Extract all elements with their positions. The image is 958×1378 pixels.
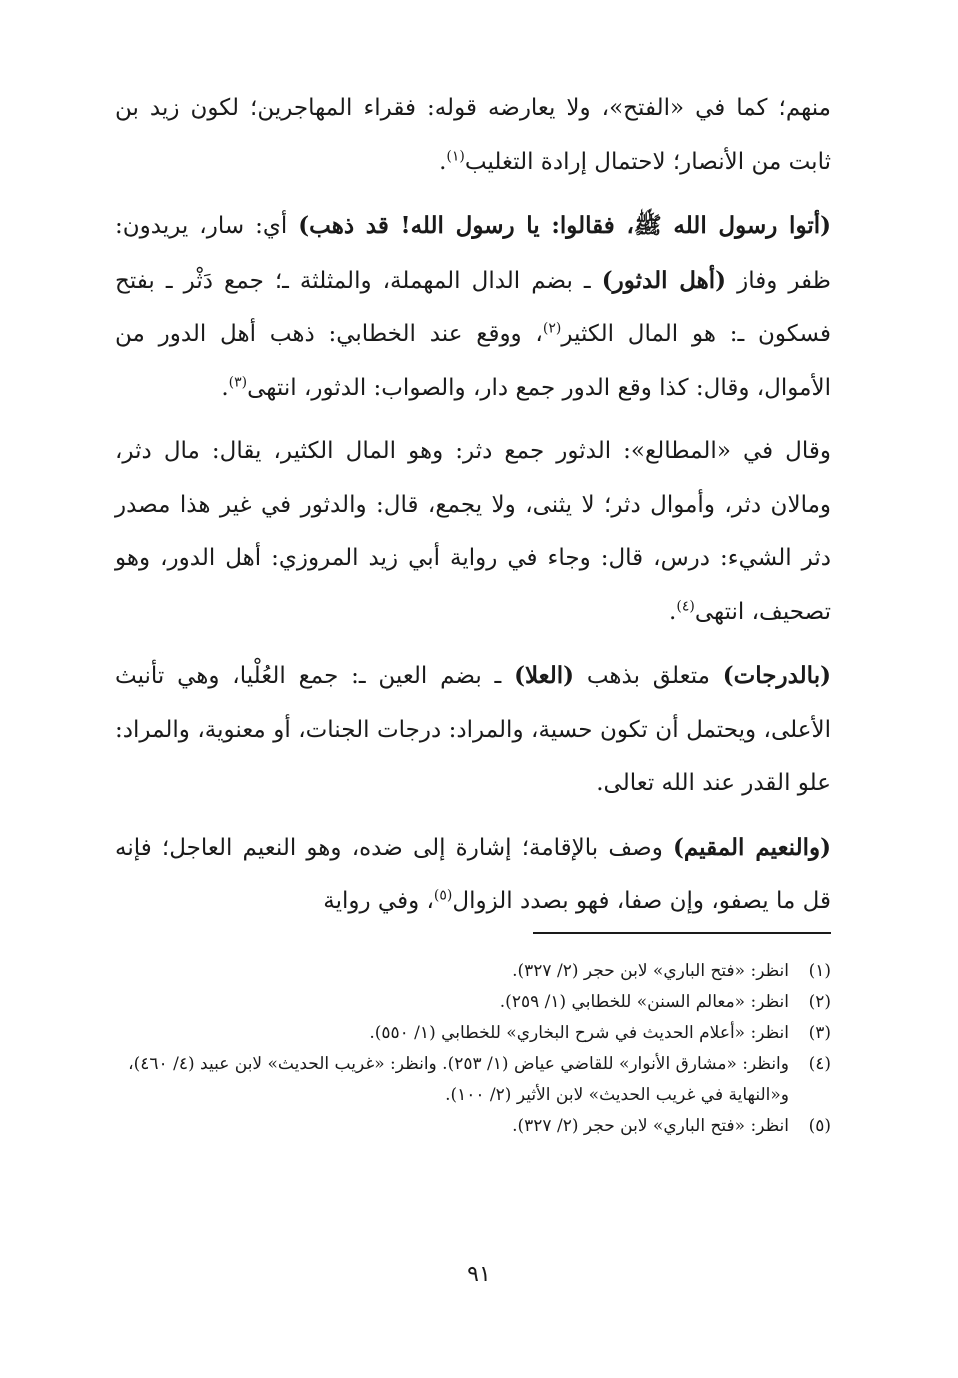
text-run: ـ بضم العين ـ: جمع العُلْيا، وهي تأنيث الأعلى، ويحتمل أن تكون حسية، والمراد: درجات الجنات، أو معنوية، والمراد: علو القدر عند الله تعالى. [115, 663, 831, 796]
paragraph [115, 649, 831, 811]
page-number: ٩١ [467, 1262, 491, 1287]
footnote-ref: (٣) [228, 373, 248, 390]
text-run: منهم؛ كما في «الفتح»، ولا يعارضه قوله: فقراء المهاجرين؛ لكون زيد بن ثابت من الأنصار؛ لاحتمال إرادة التغليب [115, 95, 831, 175]
footnote-number: (٢) [808, 992, 831, 1012]
quoted-text: (والنعيم المقيم) [672, 833, 831, 861]
footnotes [115, 956, 831, 1142]
text-run: ، ووقع عند الخطابي: ذهب أهل الدور من الأموال، وقال: كذا وقع الدور جمع دار، والصواب: الدثور، انتهى [115, 321, 831, 401]
footnote-number: (٤) [808, 1054, 831, 1074]
text-run: متعلق بذهب [574, 663, 723, 689]
footnote-text: انظر: «أعلام الحديث في شرح البخاري» للخطابي (١/ ٥٥٠). [369, 1023, 789, 1043]
text-run: وقال في «المطالع»: الدثور جمع دثر: وهو المال الكثير، يقال: مال دثر، ومالان دثر، وأموال دثر؛ لا يثنى، ولا يجمع، قال: والدثور في غير هذا مصدر دثر الشيء: درس، قال: وجاء في رواية أبي زيد المروزي: أهل الدور، وهو تصحيف، انتهى [115, 438, 831, 625]
footnote-number: (١) [808, 961, 831, 981]
footnote-divider [533, 932, 831, 934]
footnote-number: (٣) [808, 1023, 831, 1043]
footnote-text: انظر: «فتح الباري» لابن حجر (٢/ ٣٢٧). [512, 961, 789, 981]
footnote-text: انظر: «فتح الباري» لابن حجر (٢/ ٣٢٧). [512, 1116, 789, 1136]
footnote-number: (٥) [808, 1116, 831, 1136]
footnote [115, 1111, 831, 1142]
text-run: ـ بضم الدال المهملة، والمثلثة ـ؛ جمع دَثْر ـ بفتح فسكون ـ: هو المال الكثير [115, 267, 831, 347]
main-text [115, 82, 831, 939]
footnote [115, 987, 831, 1018]
text-run: . [669, 598, 677, 625]
paragraph [115, 82, 831, 189]
paragraph [115, 425, 831, 639]
text-run: ، وفي رواية [323, 888, 434, 914]
text-run: . [221, 374, 229, 401]
quoted-text: (العلا) [514, 662, 575, 689]
quoted-text: (أهل الدثور) [601, 266, 727, 294]
paragraph [115, 821, 831, 929]
footnote-text: انظر: «معالم السنن» للخطابي (١/ ٢٥٩). [499, 992, 789, 1012]
quoted-text: (بالدرجات) [722, 662, 831, 689]
text-run: وصف بالإقامة؛ إشارة إلى ضده، وهو النعيم العاجل؛ فإنه قل ما يصفو، وإن صفا، فهو بصدد الزوال [115, 834, 831, 914]
text-run: أي: سار، يريدون: ظفر وفاز [115, 213, 831, 294]
footnote-ref: (٤) [676, 597, 695, 614]
footnote [115, 1018, 831, 1049]
text-run: . [439, 148, 447, 175]
footnote [115, 956, 831, 987]
footnote-ref: (٢) [542, 320, 562, 337]
footnote [115, 1049, 831, 1111]
footnote-text: وانظر: «مشارق الأنوار» للقاضي عياض (١/ ٢٥٣). وانظر: «غريب الحديث» لابن عبيد (٤/ ٤٦٠)، و«النهاية في غريب الحديث» لابن الأثير (٢/ ١٠٠). [128, 1054, 789, 1105]
paragraph [115, 199, 831, 415]
quoted-text: (أتوا رسول الله ﷺ، فقالوا: يا رسول الله! قد ذهب) [298, 212, 831, 239]
footnote-ref: (١) [446, 147, 465, 164]
footnote-ref: (٥) [433, 887, 453, 904]
